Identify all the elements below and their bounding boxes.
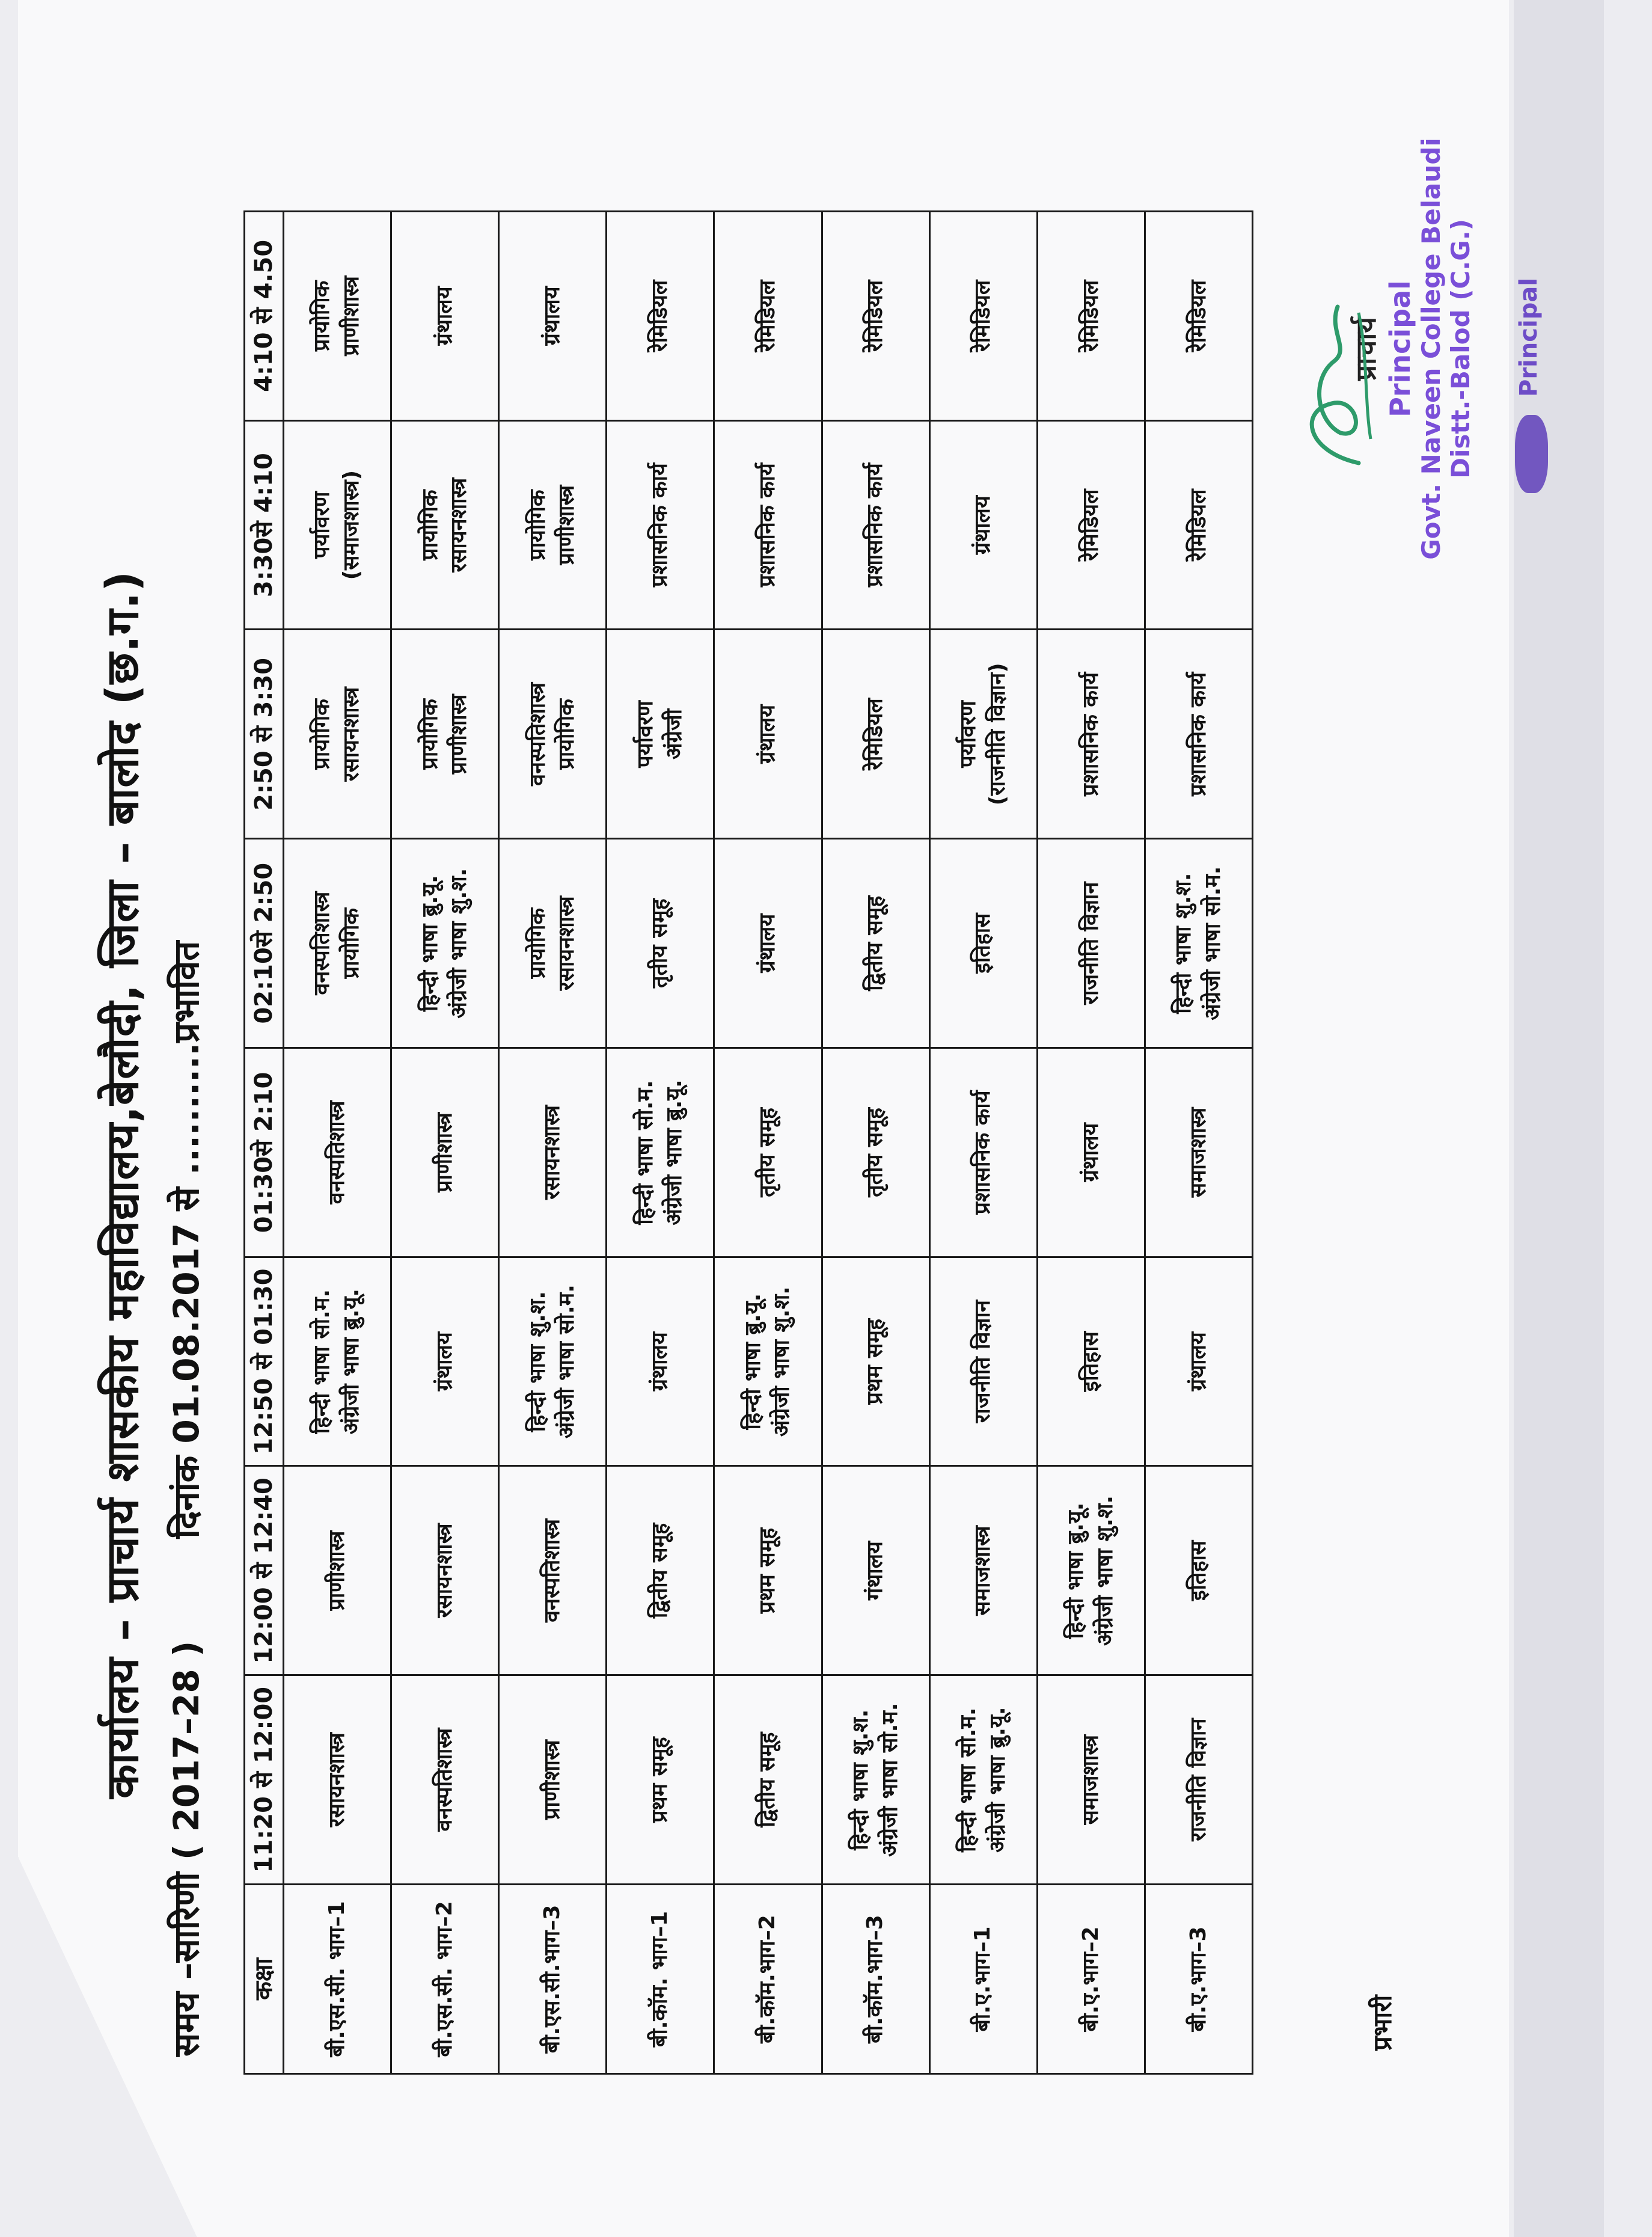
cell-line: प्रायोगिक: [417, 699, 442, 770]
cell-line: प्राणीशास्त्र: [339, 275, 364, 356]
stamp-principal: Principal: [1384, 280, 1416, 417]
timetable: [243, 210, 1253, 2075]
header-period-1: 11:20 से 12:00: [245, 1675, 284, 1885]
cell-line: प्रायोगिक: [525, 489, 550, 560]
table-row: [929, 212, 1037, 2074]
table-cell: ग्रंथालय: [714, 630, 822, 839]
header-period-8: 4:10 से 4.50: [245, 212, 284, 421]
table-cell: ग्रंथालय: [714, 839, 822, 1048]
cell-line: हिन्दी भाषा ब्रु.यू.: [417, 875, 442, 1011]
cell-line: हिन्दी भाषा सो.म.: [956, 1707, 981, 1852]
ink-smudge: [1515, 415, 1548, 493]
cell-line: अंग्रेजी भाषा सो.म.: [877, 1702, 902, 1857]
table-cell: प्रशासनिक कार्य: [1145, 630, 1252, 839]
cell-line: पर्यावरण: [310, 491, 335, 559]
cell-line: हिन्दी भाषा शु.श.: [525, 1291, 550, 1432]
table-cell: [391, 839, 499, 1048]
timetable-header-row: [245, 212, 284, 2074]
faded-stamp: Principal: [1515, 278, 1543, 397]
table-cell: प्रशासनिक कार्य: [607, 420, 714, 630]
table-row: [714, 212, 822, 2074]
class-cell: बी.कॉम. भाग–1: [607, 1885, 714, 2074]
table-cell: राजनीति विज्ञान: [1145, 1675, 1252, 1885]
table-cell: प्रथम समूह: [607, 1675, 714, 1885]
header-class: कक्षा: [245, 1885, 284, 2074]
cell-line: वनस्पतिशास्त्र: [525, 682, 550, 786]
cell-line: (समाजशास्त्र): [339, 470, 364, 580]
cell-line: प्रायोगिक: [310, 280, 335, 352]
table-cell: [929, 630, 1037, 839]
table-cell: [499, 420, 607, 630]
cell-line: अंग्रेजी भाषा शु.श.: [1092, 1495, 1118, 1646]
header-period-6: 2:50 से 3:30: [245, 630, 284, 839]
cell-line: हिन्दी भाषा ब्रु.यू.: [1063, 1502, 1089, 1639]
table-cell: [1037, 1466, 1145, 1675]
table-row: [391, 212, 499, 2074]
class-cell: बी.ए.भाग–1: [929, 1885, 1037, 2074]
table-cell: प्रथम समूह: [822, 1257, 929, 1466]
table-cell: [499, 1257, 607, 1466]
table-row: [822, 212, 929, 2074]
table-cell: इतिहास: [929, 839, 1037, 1048]
table-cell: प्रशासनिक कार्य: [1037, 630, 1145, 839]
table-cell: ग्रंथालय: [929, 420, 1037, 630]
table-cell: [822, 1675, 929, 1885]
table-cell: रेमिडियल: [822, 212, 929, 421]
cell-line: अंग्रेजी भाषा ब्रु.यू.: [339, 1288, 364, 1435]
cell-line: हिन्दी भाषा ब्रु.यू.: [740, 1293, 765, 1430]
cell-line: प्रायोगिक: [310, 699, 335, 770]
header-period-4: 01:30से 2:10: [245, 1048, 284, 1257]
document-subtitle: [161, 941, 209, 2057]
table-cell: [1145, 839, 1252, 1048]
table-cell: [607, 1048, 714, 1257]
cell-line: अंग्रेजी भाषा शु.श.: [769, 1286, 795, 1437]
cell-line: प्रायोगिक: [417, 489, 442, 560]
table-cell: ग्रंथालय: [499, 212, 607, 421]
table-cell: [284, 420, 391, 630]
table-cell: वनस्पतिशास्त्र: [284, 1048, 391, 1257]
header-period-3: 12:50 से 01:30: [245, 1257, 284, 1466]
table-row: [1145, 212, 1252, 2074]
table-cell: रसायनशास्त्र: [284, 1675, 391, 1885]
stamp-district: Distt.-Balod (C.G.): [1446, 219, 1475, 479]
principal-stamp: [1347, 132, 1515, 565]
cell-line: अंग्रेजी भाषा सो.म.: [554, 1284, 580, 1439]
table-cell: राजनीति विज्ञान: [929, 1257, 1037, 1466]
table-cell: प्राणीशास्त्र: [284, 1466, 391, 1675]
table-cell: [607, 630, 714, 839]
table-cell: [284, 630, 391, 839]
table-cell: तृतीय समूह: [822, 1048, 929, 1257]
cell-line: हिन्दी भाषा शु.श.: [1171, 873, 1196, 1014]
table-cell: प्रशासनिक कार्य: [822, 420, 929, 630]
table-cell: [929, 1675, 1037, 1885]
cell-line: पर्यावरण: [956, 701, 981, 768]
table-cell: समाजशास्त्र: [1145, 1048, 1252, 1257]
table-cell: प्रशासनिक कार्य: [929, 1048, 1037, 1257]
cell-line: पर्यावरण: [632, 701, 658, 768]
incharge-label: प्रभारी: [1368, 1995, 1397, 2051]
table-cell: रेमिडियल: [1037, 420, 1145, 630]
table-cell: रेमिडियल: [714, 212, 822, 421]
header-period-5: 02:10से 2:50: [245, 839, 284, 1048]
stamp-college: Govt. Naveen College Belaudi: [1416, 138, 1446, 560]
class-cell: बी.ए.भाग–2: [1037, 1885, 1145, 2074]
table-cell: वनस्पतिशास्त्र: [391, 1675, 499, 1885]
table-cell: [284, 839, 391, 1048]
header-period-7: 3:30से 4:10: [245, 420, 284, 630]
table-cell: प्राणीशास्त्र: [499, 1675, 607, 1885]
table-cell: इतिहास: [1037, 1257, 1145, 1466]
table-cell: [391, 630, 499, 839]
table-cell: ग्रंथालय: [391, 212, 499, 421]
class-cell: बी.कॉम.भाग–3: [822, 1885, 929, 2074]
cell-line: रसायनशास्त्र: [554, 896, 580, 991]
table-cell: ग्रंथालय: [391, 1257, 499, 1466]
table-cell: रेमिडियल: [1145, 212, 1252, 421]
table-cell: [284, 1257, 391, 1466]
class-cell: बी.ए.भाग–3: [1145, 1885, 1252, 2074]
class-cell: बी.एस.सी.भाग–3: [499, 1885, 607, 2074]
table-cell: गंथालय: [822, 1466, 929, 1675]
table-cell: द्वितीय समूह: [607, 1466, 714, 1675]
class-cell: बी.एस.सी. भाग–1: [284, 1885, 391, 2074]
cell-line: प्रायोगिक: [554, 699, 580, 770]
table-cell: ग्रंथालय: [1037, 1048, 1145, 1257]
table-cell: प्रथम समूह: [714, 1466, 822, 1675]
cell-line: अंग्रेजी भाषा ब्रु.यू.: [985, 1707, 1010, 1853]
table-row: [1037, 212, 1145, 2074]
table-cell: [499, 630, 607, 839]
cell-line: प्राणीशास्त्र: [554, 485, 580, 565]
table-cell: राजनीति विज्ञान: [1037, 839, 1145, 1048]
table-cell: रसायनशास्त्र: [391, 1466, 499, 1675]
cell-line: हिन्दी भाषा शु.श.: [848, 1709, 873, 1850]
table-cell: इतिहास: [1145, 1466, 1252, 1675]
cell-line: अंग्रेजी भाषा ब्रु.यू.: [662, 1079, 687, 1226]
table-cell: समाजशास्त्र: [1037, 1675, 1145, 1885]
timetable-label: समय –सारिणी ( 2017–28 ): [166, 1640, 207, 2057]
table-cell: तृतीय समूह: [607, 839, 714, 1048]
cell-line: वनस्पतिशास्त्र: [310, 891, 335, 995]
cell-line: अंग्रेजी भाषा सो.म.: [1200, 866, 1225, 1020]
cell-line: प्रायोगिक: [525, 908, 550, 979]
table-cell: प्रशासनिक कार्य: [714, 420, 822, 630]
class-cell: बी.एस.सी. भाग–2: [391, 1885, 499, 2074]
table-cell: ग्रंथालय: [607, 1257, 714, 1466]
table-cell: ग्रंथालय: [1145, 1257, 1252, 1466]
cell-line: अंग्रेजी भाषा शु.श.: [447, 868, 472, 1019]
table-cell: समाजशास्त्र: [929, 1466, 1037, 1675]
table-cell: [391, 420, 499, 630]
table-cell: रेमिडियल: [929, 212, 1037, 421]
signature-icon: [1293, 295, 1389, 475]
header-period-2: 12:00 से 12:40: [245, 1466, 284, 1675]
cell-line: हिन्दी भाषा सो.म.: [632, 1080, 658, 1225]
table-cell: वनस्पतिशास्त्र: [499, 1466, 607, 1675]
table-cell: रेमिडियल: [822, 630, 929, 839]
table-cell: रेमिडियल: [607, 212, 714, 421]
table-cell: [499, 839, 607, 1048]
table-row: [607, 212, 714, 2074]
cell-line: रसायनशास्त्र: [339, 687, 364, 782]
effective-date: दिनांक 01.08.2017 से ..........प्रभावित: [166, 941, 207, 1539]
table-cell: रेमिडियल: [1145, 420, 1252, 630]
table-cell: रेमिडियल: [1037, 212, 1145, 421]
cell-line: हिन्दी भाषा सो.म.: [310, 1289, 335, 1434]
principal-hindi: प्राचार्य: [1350, 317, 1382, 381]
cell-line: अंग्रेजी: [662, 708, 687, 759]
table-row: [499, 212, 607, 2074]
table-row: [284, 212, 391, 2074]
table-cell: द्वितीय समूह: [714, 1675, 822, 1885]
document-title: कार्यालय – प्राचार्य शासकीय महाविद्यालय,बेलौदी, जिला – बालोद (छ.ग.): [97, 570, 148, 1799]
cell-line: रसायनशास्त्र: [447, 477, 472, 572]
table-cell: प्राणीशास्त्र: [391, 1048, 499, 1257]
cell-line: प्रायोगिक: [339, 908, 364, 979]
cell-line: प्राणीशास्त्र: [447, 694, 472, 775]
table-cell: [284, 212, 391, 421]
table-cell: रसायनशास्त्र: [499, 1048, 607, 1257]
class-cell: बी.कॉम.भाग–2: [714, 1885, 822, 2074]
table-cell: [714, 1257, 822, 1466]
cell-line: (राजनीति विज्ञान): [985, 663, 1010, 806]
table-cell: तृतीय समूह: [714, 1048, 822, 1257]
table-cell: द्वितीय समूह: [822, 839, 929, 1048]
